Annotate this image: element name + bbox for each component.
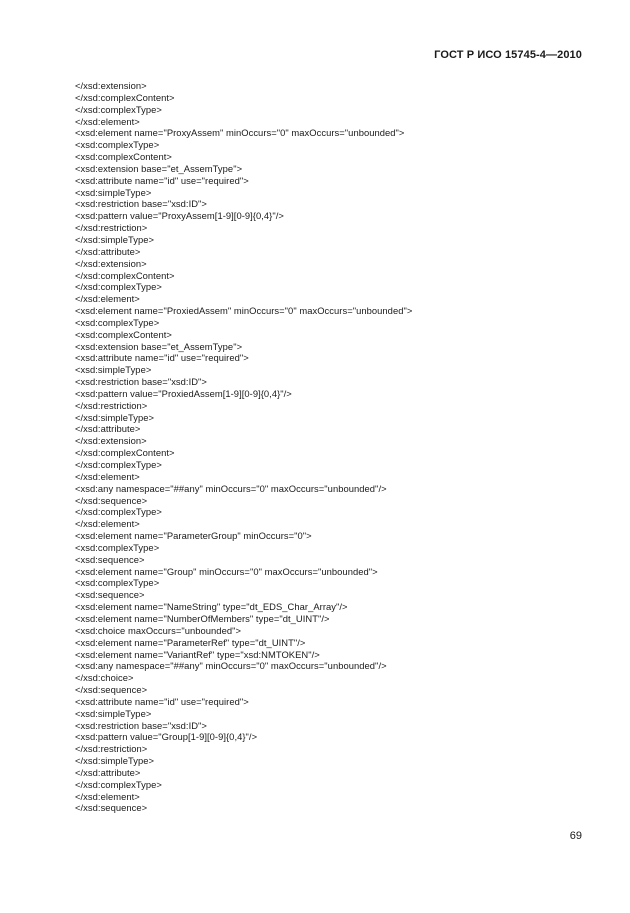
code-line: </xsd:complexContent> xyxy=(75,269,175,281)
code-line: </xsd:element> xyxy=(75,790,140,802)
code-line: </xsd:extension> xyxy=(75,435,147,447)
code-line: <xsd:complexType> xyxy=(75,577,160,589)
code-line: </xsd:complexContent> xyxy=(75,447,175,459)
code-line: <xsd:restriction base="xsd:ID"> xyxy=(75,719,207,731)
code-line: </xsd:attribute> xyxy=(75,766,141,778)
code-line: <xsd:attribute name="id" use="required"> xyxy=(75,352,249,364)
code-line: </xsd:simpleType> xyxy=(75,755,155,767)
code-line: <xsd:pattern value="Group[1-9][0-9]{0,4}"/> xyxy=(75,731,258,743)
code-line: </xsd:complexContent> xyxy=(75,91,175,103)
code-line: </xsd:element> xyxy=(75,518,140,530)
code-line: <xsd:restriction base="xsd:ID"> xyxy=(75,198,207,210)
code-line: </xsd:element> xyxy=(75,470,140,482)
code-line: <xsd:any namespace="##any" minOccurs="0" maxOccurs="unbounded"/> xyxy=(75,660,387,672)
code-line: <xsd:any namespace="##any" minOccurs="0" maxOccurs="unbounded"/> xyxy=(75,482,387,494)
code-line: </xsd:complexType> xyxy=(75,506,162,518)
code-line: <xsd:element name="Group" minOccurs="0" maxOccurs="unbounded"> xyxy=(75,565,378,577)
code-line: </xsd:simpleType> xyxy=(75,411,155,423)
code-line: </xsd:complexType> xyxy=(75,103,162,115)
code-line: <xsd:element name="ParameterGroup" minOccurs="0"> xyxy=(75,530,312,542)
code-line: <xsd:simpleType> xyxy=(75,707,152,719)
code-line: <xsd:sequence> xyxy=(75,589,145,601)
code-line: </xsd:restriction> xyxy=(75,743,148,755)
code-line: <xsd:attribute name="id" use="required"> xyxy=(75,174,249,186)
code-line: </xsd:simpleType> xyxy=(75,233,155,245)
code-line: </xsd:sequence> xyxy=(75,494,148,506)
code-line: <xsd:extension base="et_AssemType"> xyxy=(75,162,243,174)
code-line: <xsd:restriction base="xsd:ID"> xyxy=(75,376,207,388)
code-line: </xsd:restriction> xyxy=(75,222,148,234)
code-line: <xsd:complexType> xyxy=(75,541,160,553)
code-line: </xsd:sequence> xyxy=(75,684,148,696)
code-line: </xsd:complexType> xyxy=(75,281,162,293)
code-line: <xsd:simpleType> xyxy=(75,186,152,198)
code-line: <xsd:pattern value="ProxiedAssem[1-9][0-9]{0,4}"/> xyxy=(75,387,292,399)
code-line: </xsd:restriction> xyxy=(75,399,148,411)
code-line: <xsd:element name="NumberOfMembers" type="dt_UINT"/> xyxy=(75,612,330,624)
code-line: </xsd:sequence> xyxy=(75,802,148,814)
code-line: </xsd:attribute> xyxy=(75,423,141,435)
code-line: <xsd:element name="ProxyAssem" minOccurs="0" maxOccurs="unbounded"> xyxy=(75,127,405,139)
code-line: </xsd:extension> xyxy=(75,257,147,269)
code-line: <xsd:complexContent> xyxy=(75,328,172,340)
code-line: <xsd:sequence> xyxy=(75,553,145,565)
code-line: </xsd:element> xyxy=(75,115,140,127)
xsd-code-listing xyxy=(75,80,575,814)
code-line: <xsd:element name="VariantRef" type="xsd:NMTOKEN"/> xyxy=(75,648,320,660)
code-line: <xsd:attribute name="id" use="required"> xyxy=(75,695,249,707)
code-line: </xsd:attribute> xyxy=(75,245,141,257)
code-line: <xsd:complexType> xyxy=(75,139,160,151)
code-line: <xsd:element name="ProxiedAssem" minOccurs="0" maxOccurs="unbounded"> xyxy=(75,305,413,317)
code-line: </xsd:choice> xyxy=(75,672,134,684)
code-line: <xsd:element name="NameString" type="dt_EDS_Char_Array"/> xyxy=(75,601,348,613)
code-line: </xsd:complexType> xyxy=(75,459,162,470)
code-line: </xsd:element> xyxy=(75,293,140,305)
code-line: <xsd:pattern value="ProxyAssem[1-9][0-9]{0,4}"/> xyxy=(75,210,284,222)
code-line: </xsd:extension> xyxy=(75,80,147,91)
code-line: <xsd:complexType> xyxy=(75,316,160,328)
page-number: 69 xyxy=(569,830,582,842)
code-line: <xsd:complexContent> xyxy=(75,151,172,163)
page-header-standard: ГОСТ Р ИСО 15745-4—2010 xyxy=(434,49,582,61)
code-line: <xsd:simpleType> xyxy=(75,364,152,376)
code-line: <xsd:extension base="et_AssemType"> xyxy=(75,340,243,352)
code-line: <xsd:choice maxOccurs="unbounded"> xyxy=(75,624,242,636)
code-line: <xsd:element name="ParameterRef" type="dt_UINT"/> xyxy=(75,636,306,648)
code-line: </xsd:complexType> xyxy=(75,778,162,790)
